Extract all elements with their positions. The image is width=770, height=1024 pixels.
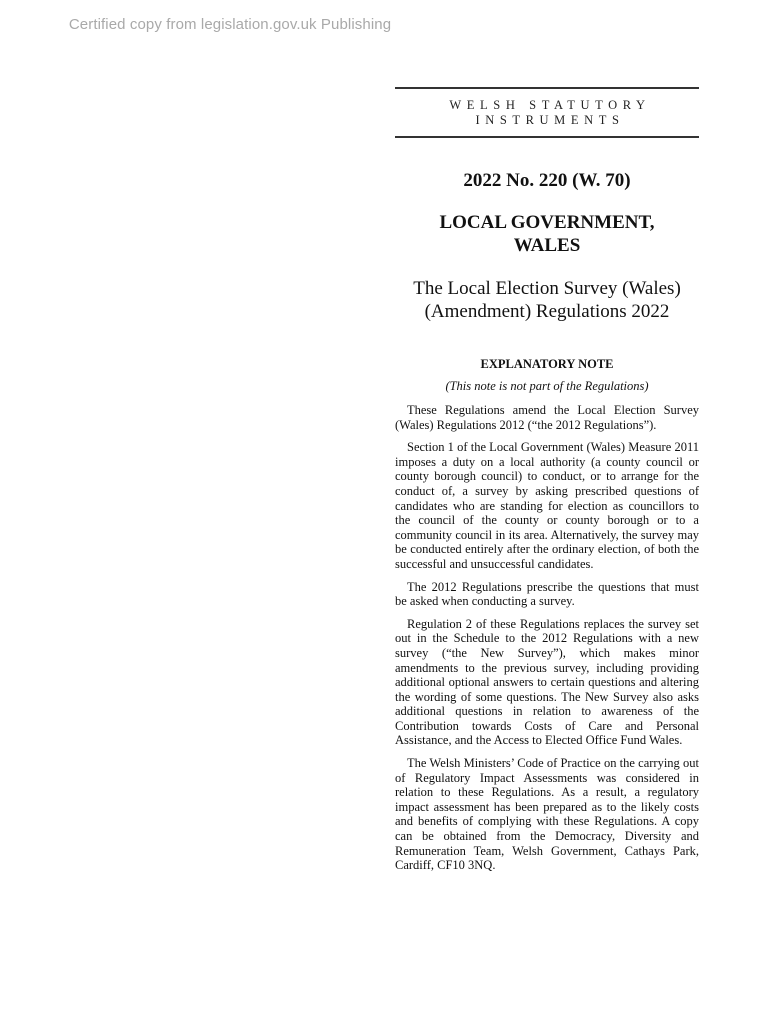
regulations-title [395, 277, 699, 323]
series-line-1: WELSH STATUTORY [449, 98, 651, 112]
instrument-number: 2022 No. 220 (W. 70) [463, 170, 631, 191]
title-line-2: (Amendment) Regulations 2022 [424, 301, 670, 322]
subject-line-1: LOCAL GOVERNMENT, [439, 212, 655, 233]
note-paragraph-3: The 2012 Regulations prescribe the questions that must be asked when conducting a survey. [395, 579, 699, 609]
subject-line-2: WALES [513, 235, 581, 256]
title-line-1: The Local Election Survey (Wales) [413, 278, 681, 299]
certified-copy-watermark: Certified copy from legislation.gov.uk Publishing [68, 16, 392, 33]
subject-heading [395, 211, 699, 257]
note-paragraph-5: The Welsh Ministers’ Code of Practice on the carrying out of Regulatory Impact Assessments was considered in relation to these Regulations. As a result, a regulatory impact assessment has been prepared as to the likely costs and benefits of complying with these Regulations. A copy can be obtained from the Democracy, Diversity and Remuneration Team, Welsh Government, Cathays Park, Cardiff, CF10 3NQ. [395, 756, 699, 873]
series-line-2: INSTRUMENTS [475, 113, 625, 127]
note-paragraph-1: These Regulations amend the Local Election Survey (Wales) Regulations 2012 (“the 2012 Regulations”). [395, 403, 699, 432]
explanatory-note-heading: EXPLANATORY NOTE [480, 357, 614, 371]
explanatory-note-subheading: (This note is not part of the Regulations) [445, 379, 649, 393]
document-column [395, 87, 699, 873]
series-header [395, 87, 699, 138]
note-paragraph-2: Section 1 of the Local Government (Wales) Measure 2011 imposes a duty on a local authority (a county council or county borough council) to conduct, or to arrange for the conduct of, a survey by asking prescribed questions of candidates who are standing for election as councillors to the council of the county or county borough or to a community council in its area. Alternatively, the survey may be conducted entirely after the ordinary election, of both the successful and unsuccessful candidates. [395, 440, 699, 571]
note-paragraph-4: Regulation 2 of these Regulations replaces the survey set out in the Schedule to the 2012 Regulations with a new survey (“the New Survey”), which makes minor amendments to the previous survey, including providing additional optional answers to certain questions and altering the wording of some questions. The New Survey also asks additional questions in relation to awareness of the Contribution towards Costs of Care and Personal Assistance, and the Access to Elected Office Fund Wales. [395, 616, 699, 748]
